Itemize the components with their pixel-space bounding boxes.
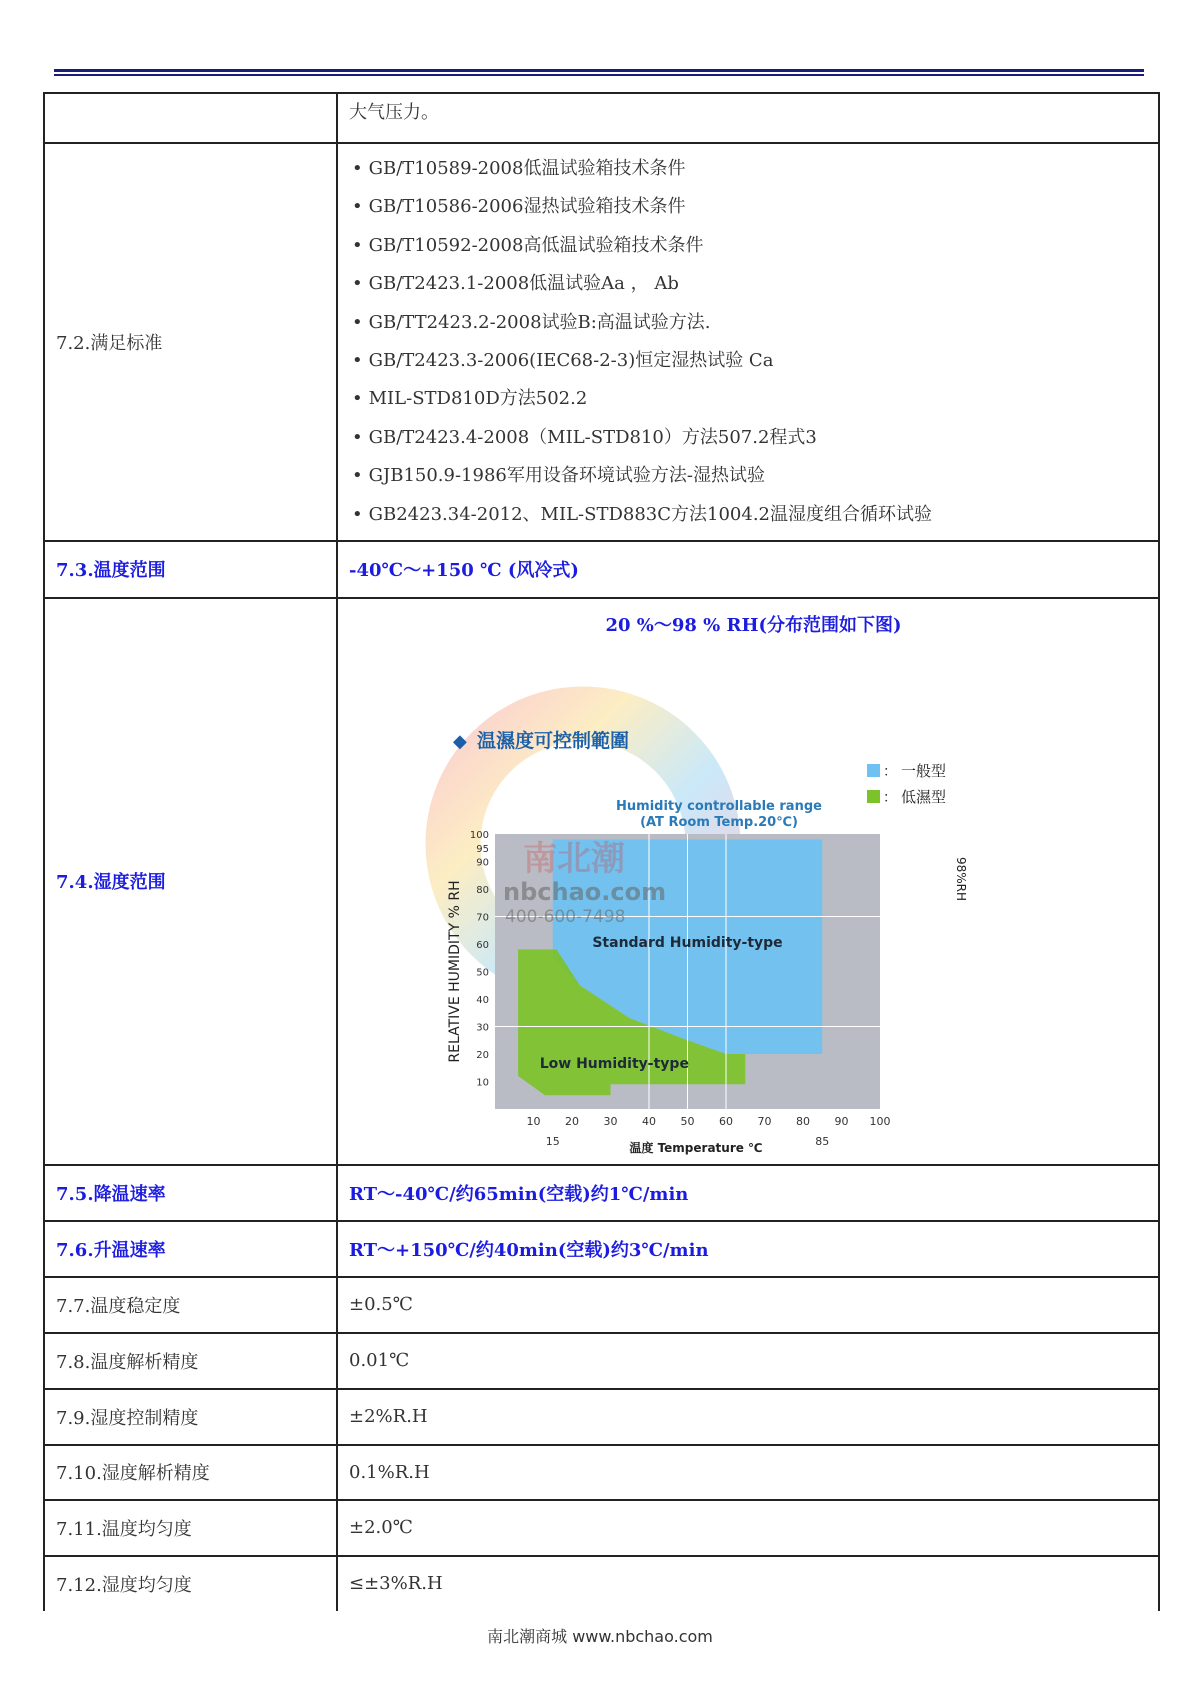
y-tick-label: 100 — [469, 829, 489, 841]
footer-text: 南北潮商城 www.nbchao.com — [487, 1627, 713, 1646]
y-tick-label: 50 — [476, 967, 489, 979]
spec-value: 0.1%R.H — [349, 1461, 430, 1483]
spec-label-cell — [44, 1500, 337, 1556]
spec-value-cell — [337, 1389, 1159, 1445]
list-item: • GB/T2423.4-2008（MIL-STD810）方法507.2程式3 — [352, 419, 1158, 457]
chart-subtitle: Humidity controllable range — [616, 798, 822, 814]
spec-label-cell — [44, 1389, 337, 1445]
header-rule-bottom — [54, 74, 1144, 76]
humidity-range-value: 20 %～98 % RH(分布范围如下图) — [605, 614, 902, 636]
spec-value: ≤±3%R.H — [349, 1573, 443, 1595]
list-item: • MIL-STD810D方法502.2 — [352, 380, 1158, 418]
spec-label-cell — [44, 1221, 337, 1277]
y-tick-label: 40 — [476, 994, 489, 1006]
spec-value-cell — [337, 598, 1159, 1165]
spec-label: 7.6.升温速率 — [56, 1239, 166, 1261]
x-tick-label-extra: 85 — [815, 1134, 830, 1148]
y-tick-label: 10 — [476, 1077, 489, 1089]
spec-value: RT～-40℃/约65min(空载)约1℃/min — [349, 1183, 689, 1205]
spec-label-cell — [44, 1277, 337, 1333]
spec-value: RT～+150℃/约40min(空载)约3℃/min — [349, 1239, 709, 1261]
list-item: • GB/T10592-2008高低温试验箱技术条件 — [352, 227, 1158, 265]
header-rule-top — [54, 69, 1144, 72]
x-tick-label: 50 — [680, 1114, 695, 1128]
spec-label: 7.5.降温速率 — [56, 1183, 166, 1205]
series-label: Standard Humidity-type — [592, 934, 783, 951]
y-tick-label: 90 — [476, 857, 489, 869]
list-item: • GB/TT2423.2-2008试验B:高温试验方法. — [352, 304, 1158, 342]
x-tick-label: 10 — [526, 1114, 541, 1128]
spec-value-cell — [337, 1277, 1159, 1333]
spec-label: 7.10.湿度解析精度 — [56, 1463, 210, 1485]
spec-label-cell — [44, 598, 337, 1165]
list-item: • GB/T2423.1-2008低温试验Aa ， Ab — [352, 265, 1158, 303]
spec-label-cell — [44, 1556, 337, 1611]
table-row — [44, 93, 1159, 143]
y-tick-label: 70 — [476, 912, 489, 924]
x-tick-label-extra: 15 — [545, 1134, 560, 1148]
legend-label: 一般型 — [901, 761, 947, 780]
table-row — [44, 1556, 1159, 1611]
spec-table — [43, 92, 1160, 1611]
spec-value-cell — [337, 1556, 1159, 1611]
series-label: Low Humidity-type — [539, 1055, 689, 1072]
spec-label: 7.12.湿度均匀度 — [56, 1574, 192, 1596]
spec-label-cell — [44, 1333, 337, 1389]
y-tick-label: 30 — [476, 1022, 489, 1034]
spec-value-cell — [337, 1333, 1159, 1389]
spec-label: 7.4.湿度范围 — [56, 872, 166, 894]
spec-value-cell — [337, 1165, 1159, 1221]
spec-label: 7.7.温度稳定度 — [56, 1295, 181, 1317]
spec-value-cell — [337, 1500, 1159, 1556]
y-tick-label: 80 — [476, 884, 489, 896]
x-tick-label: 100 — [869, 1114, 891, 1128]
spec-label: 7.2.满足标准 — [56, 332, 163, 354]
table-row — [44, 1500, 1159, 1556]
legend-colon: ： — [883, 763, 897, 780]
spec-value-cell — [337, 143, 1159, 541]
x-axis-label: 温度 Temperature ℃ — [629, 1140, 763, 1155]
table-row — [44, 1333, 1159, 1389]
watermark-phone: 400-600-7498 — [505, 906, 626, 927]
watermark-site: nbchao.com — [503, 877, 667, 906]
legend-label: 低濕型 — [901, 787, 947, 806]
chart-title: 温濕度可控制範圍 — [477, 729, 630, 752]
spec-label-cell — [44, 541, 337, 598]
side-label-98rh: 98%RH — [954, 856, 968, 901]
legend-swatch — [867, 764, 880, 777]
spec-label: 7.9.湿度控制精度 — [56, 1407, 199, 1429]
spec-label-cell — [44, 1445, 337, 1500]
watermark-logo-text: 南北潮 — [523, 838, 625, 879]
spec-label: 7.8.温度解析精度 — [56, 1351, 199, 1373]
spec-value-cell — [337, 1445, 1159, 1500]
spec-value-cell — [337, 541, 1159, 598]
table-row — [44, 541, 1159, 598]
table-row — [44, 1277, 1159, 1333]
spec-value-cell — [337, 1221, 1159, 1277]
humidity-range-chart — [393, 644, 993, 1159]
spec-label-cell — [44, 93, 337, 143]
list-item: • GB/T2423.3-2006(IEC68-2-3)恒定湿热试验 Ca — [352, 342, 1158, 380]
y-tick-label: 60 — [476, 939, 489, 951]
x-tick-label: 90 — [834, 1114, 849, 1128]
list-item: • GB/T10589-2008低温试验箱技术条件 — [352, 150, 1158, 188]
table-row — [44, 1165, 1159, 1221]
y-tick-label: 20 — [476, 1049, 489, 1061]
x-tick-label: 30 — [603, 1114, 618, 1128]
x-tick-label: 60 — [719, 1114, 733, 1128]
spec-value: ±2%R.H — [349, 1406, 428, 1428]
table-row — [44, 143, 1159, 541]
x-tick-label: 80 — [796, 1114, 810, 1128]
spec-label-cell — [44, 1165, 337, 1221]
spec-value-cell — [337, 93, 1159, 143]
standards-list — [349, 144, 1158, 540]
x-tick-label: 70 — [757, 1114, 772, 1128]
legend-colon: ： — [883, 789, 897, 806]
table-row — [44, 1221, 1159, 1277]
spec-value: 大气压力。 — [349, 102, 439, 123]
spec-label: 7.3.温度范围 — [56, 560, 166, 582]
spec-value: -40℃～+150 ℃ (风冷式) — [349, 560, 579, 582]
table-row — [44, 1445, 1159, 1500]
x-tick-label: 20 — [565, 1114, 579, 1128]
list-item: • GB2423.34-2012、MIL-STD883C方法1004.2温湿度组合循环试验 — [352, 496, 1158, 534]
spec-value: ±2.0℃ — [349, 1517, 413, 1539]
y-tick-label: 95 — [476, 843, 489, 855]
y-axis-label: RELATIVE HUMIDITY % RH — [447, 880, 463, 1063]
table-row — [44, 1389, 1159, 1445]
spec-label: 7.11.温度均匀度 — [56, 1518, 192, 1540]
legend-swatch — [867, 790, 880, 803]
list-item: • GB/T10586-2006湿热试验箱技术条件 — [352, 188, 1158, 226]
spec-value: ±0.5℃ — [349, 1294, 413, 1316]
x-tick-label: 40 — [642, 1114, 656, 1128]
spec-value: 0.01℃ — [349, 1350, 410, 1372]
spec-label-cell — [44, 143, 337, 541]
chart-subtitle: (AT Room Temp.20℃) — [640, 814, 798, 830]
diamond-bullet-icon: ◆ — [453, 730, 467, 752]
table-row — [44, 598, 1159, 1165]
list-item: • GJB150.9-1986军用设备环境试验方法-湿热试验 — [352, 457, 1158, 495]
